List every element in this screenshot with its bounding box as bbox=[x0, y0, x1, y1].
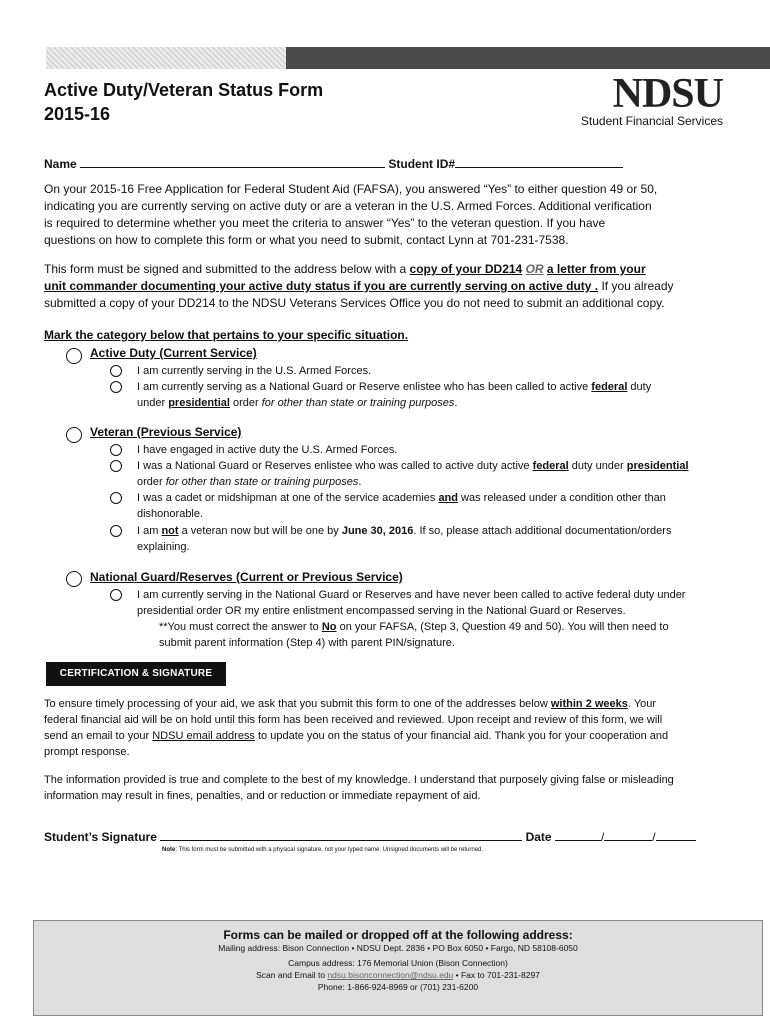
form-title-year: 2015-16 bbox=[44, 104, 111, 124]
date-slash: / bbox=[600, 830, 605, 844]
guard-note bbox=[159, 619, 669, 636]
veteran-option-3-text: I was a cadet or midshipman at one of the service academies bbox=[137, 492, 439, 504]
signature-row bbox=[44, 828, 696, 846]
cert-p1-l3-end: to update you on the status of your financial aid. Thank you for your cooperation and bbox=[254, 730, 669, 742]
veteran-option-1-radio[interactable] bbox=[110, 444, 122, 456]
active-option-2-radio[interactable] bbox=[110, 381, 122, 393]
guard-note-text: **You must correct the answer to bbox=[159, 621, 322, 633]
scan-text: Scan and Email to bbox=[256, 970, 328, 980]
note-label: Note bbox=[162, 847, 176, 853]
cert-p1-line3 bbox=[44, 728, 668, 745]
within-2-weeks: within 2 weeks bbox=[550, 698, 628, 710]
cert-p1-end: . Your bbox=[627, 698, 657, 710]
order-text: order bbox=[229, 397, 262, 409]
dd214-copy: copy of your DD214 bbox=[409, 262, 523, 276]
veteran-option-3-line2: dishonorable. bbox=[137, 508, 204, 520]
veteran-option-4-mid: a veteran now but will be one by bbox=[178, 525, 342, 537]
veteran-title bbox=[90, 424, 241, 441]
cert-p1-l3-text: send an email to your bbox=[44, 730, 153, 742]
phone-line: Phone: 1-866-924-8969 or (701) 231-6200 bbox=[317, 982, 479, 992]
guard-option-1-line2: presidential order OR my entire enlistment encompassed serving in the National Guard or Reserves. bbox=[137, 605, 626, 617]
student-id-label: Student ID# bbox=[388, 157, 456, 171]
order-text: order bbox=[137, 476, 166, 488]
federal-text: federal bbox=[532, 460, 569, 472]
guard-note-line2: submit parent information (Step 4) with parent PIN/signature. bbox=[159, 637, 455, 649]
national-guard-title bbox=[90, 569, 403, 586]
cert-p1-line1 bbox=[44, 696, 656, 713]
name-row bbox=[44, 155, 623, 173]
presidential-text: presidential bbox=[168, 397, 230, 409]
ndsu-logo-subtitle: Student Financial Services bbox=[580, 114, 723, 128]
date-month-field[interactable] bbox=[555, 828, 601, 841]
active-duty-radio[interactable] bbox=[66, 348, 82, 364]
submit-text-2: If you already bbox=[598, 279, 674, 293]
active-option-2-line2 bbox=[137, 395, 457, 412]
name-field[interactable] bbox=[80, 155, 385, 168]
cert-p1-text: To ensure timely processing of your aid, we ask that you submit this form to one of the addresses below bbox=[44, 698, 551, 710]
veteran-option-4-text: I am bbox=[137, 525, 162, 537]
ndsu-email-link[interactable]: NDSU email address bbox=[152, 730, 255, 742]
intro-line-3: is required to determine whether you meet the criteria to answer “Yes” to the veteran question. If you have bbox=[44, 216, 606, 230]
intro-line-4: questions on how to complete this form or what you need to submit, contact Lynn at 701-231-7538. bbox=[44, 233, 569, 247]
note-text: : This form must be submitted with a physical signature, not your typed name. Unsigned documents will be returned. bbox=[175, 847, 484, 853]
cert-p1-line4: prompt response. bbox=[44, 746, 130, 758]
period-text: . bbox=[358, 476, 362, 488]
date-label: Date bbox=[525, 830, 552, 844]
signature-note bbox=[162, 847, 483, 853]
intro-line-1: On your 2015-16 Free Application for Federal Student Aid (FAFSA), you answered “Yes” to either question 49 or 50, bbox=[44, 182, 658, 196]
form-title-line1: Active Duty/Veteran Status Form bbox=[44, 80, 324, 100]
cert-p2-line1: The information provided is true and complete to the best of my knowledge. I understand that purposely giving false or misleading bbox=[44, 774, 674, 786]
address-box bbox=[33, 920, 763, 1016]
active-option-2-end: duty bbox=[627, 381, 652, 393]
active-option-2-text: I am currently serving as a National Guard or Reserve enlistee who has been called to active bbox=[137, 381, 592, 393]
header-banner-dark bbox=[286, 47, 770, 69]
intro-line-2: indicating you are currently serving on active duty or are a veteran in the U.S. Armed Forces. Additional verification bbox=[44, 199, 652, 213]
veteran-option-4 bbox=[137, 523, 671, 540]
or-text: OR bbox=[525, 262, 544, 276]
duty-under-text: duty under bbox=[568, 460, 627, 472]
veteran-option-4-radio[interactable] bbox=[110, 525, 122, 537]
veteran-option-2 bbox=[137, 458, 689, 475]
name-label: Name bbox=[44, 157, 77, 171]
under-text: under bbox=[137, 397, 169, 409]
veteran-radio[interactable] bbox=[66, 427, 82, 443]
active-option-2 bbox=[137, 379, 651, 396]
veteran-option-2-text: I was a National Guard or Reserves enlistee who was called to active duty active bbox=[137, 460, 533, 472]
veteran-option-2-line2 bbox=[137, 474, 361, 491]
header-banner bbox=[46, 47, 770, 69]
category-heading bbox=[44, 327, 408, 344]
active-duty-title bbox=[90, 345, 257, 362]
submit-line-1 bbox=[44, 261, 646, 278]
veteran-option-3-radio[interactable] bbox=[110, 492, 122, 504]
date-slash: / bbox=[652, 830, 656, 844]
guard-option-1-radio[interactable] bbox=[110, 589, 122, 601]
active-duty-title-text: Active Duty (Current Service) bbox=[90, 346, 257, 360]
not-text: not bbox=[161, 525, 179, 537]
date-day-field[interactable] bbox=[604, 828, 652, 841]
active-option-1: I am currently serving in the U.S. Armed Forces. bbox=[137, 365, 372, 377]
unit-commander-text: unit commander documenting your active duty status if you are currently serving on active duty . bbox=[44, 279, 599, 293]
bison-email-link[interactable]: ndsu.bisonconnection@ndsu.edu bbox=[327, 970, 454, 980]
national-guard-radio[interactable] bbox=[66, 571, 82, 587]
veteran-option-3 bbox=[137, 490, 666, 507]
federal-text: federal bbox=[591, 381, 628, 393]
form-title bbox=[44, 78, 323, 126]
student-id-field[interactable] bbox=[455, 155, 623, 168]
veteran-option-4-end: . If so, please attach additional documentation/orders bbox=[413, 525, 672, 537]
national-guard-title-text: National Guard/Reserves (Current or Previous Service) bbox=[90, 570, 403, 584]
cert-p1-line2: federal financial aid will be on hold until this form has been received and reviewed. Upon receipt and review of this form, we will bbox=[44, 714, 663, 726]
veteran-option-3-end: was released under a condition other than bbox=[458, 492, 666, 504]
active-option-1-radio[interactable] bbox=[110, 365, 122, 377]
mailing-address: Mailing address: Bison Connection • NDSU Dept. 2836 • PO Box 6050 • Fargo, ND 58108-6050 bbox=[218, 943, 578, 953]
signature-label: Student’s Signature bbox=[44, 830, 157, 844]
june-date: June 30, 2016 bbox=[341, 525, 414, 537]
signature-field[interactable] bbox=[160, 828, 522, 841]
no-text: No bbox=[321, 621, 337, 633]
and-text: and bbox=[438, 492, 458, 504]
period-text: . bbox=[454, 397, 458, 409]
campus-address: Campus address: 176 Memorial Union (Bison Connection) bbox=[288, 958, 508, 968]
purposes-text: for other than state or training purposes bbox=[261, 397, 455, 409]
submit-text: This form must be signed and submitted to the address below with a bbox=[44, 262, 410, 276]
ndsu-logo-text: NDSU bbox=[612, 71, 723, 117]
scan-email-line bbox=[34, 969, 762, 981]
header-banner-pattern bbox=[46, 47, 286, 69]
letter-text: a letter from your bbox=[546, 262, 646, 276]
fax-text: • Fax to 701-231-8297 bbox=[453, 970, 540, 980]
veteran-title-text: Veteran (Previous Service) bbox=[90, 425, 242, 439]
submit-line-3: submitted a copy of your DD214 to the NDSU Veterans Services Office you do not need to submit an additional copy. bbox=[44, 296, 665, 310]
veteran-option-4-line2: explaining. bbox=[137, 541, 190, 553]
purposes-text: for other than state or training purposes bbox=[165, 476, 359, 488]
certification-heading: CERTIFICATION & SIGNATURE bbox=[46, 662, 226, 686]
presidential-text: presidential bbox=[626, 460, 689, 472]
cert-p2-line2: information may result in fines, penalties, and or reduction or immediate repayment of aid. bbox=[44, 790, 481, 802]
guard-option-1: I am currently serving in the National Guard or Reserves and have never been called to active federal duty under bbox=[137, 589, 686, 601]
category-heading-text: Mark the category below that pertains to your specific situation. bbox=[44, 328, 409, 342]
guard-note-end: on your FAFSA, (Step 3, Question 49 and 50). You will then need to bbox=[336, 621, 669, 633]
veteran-option-1: I have engaged in active duty the U.S. Armed Forces. bbox=[137, 444, 398, 456]
address-heading: Forms can be mailed or dropped off at the following address: bbox=[223, 928, 573, 942]
ndsu-logo bbox=[573, 72, 723, 128]
veteran-option-2-radio[interactable] bbox=[110, 460, 122, 472]
date-year-field[interactable] bbox=[656, 828, 696, 841]
submit-line-2 bbox=[44, 278, 674, 295]
